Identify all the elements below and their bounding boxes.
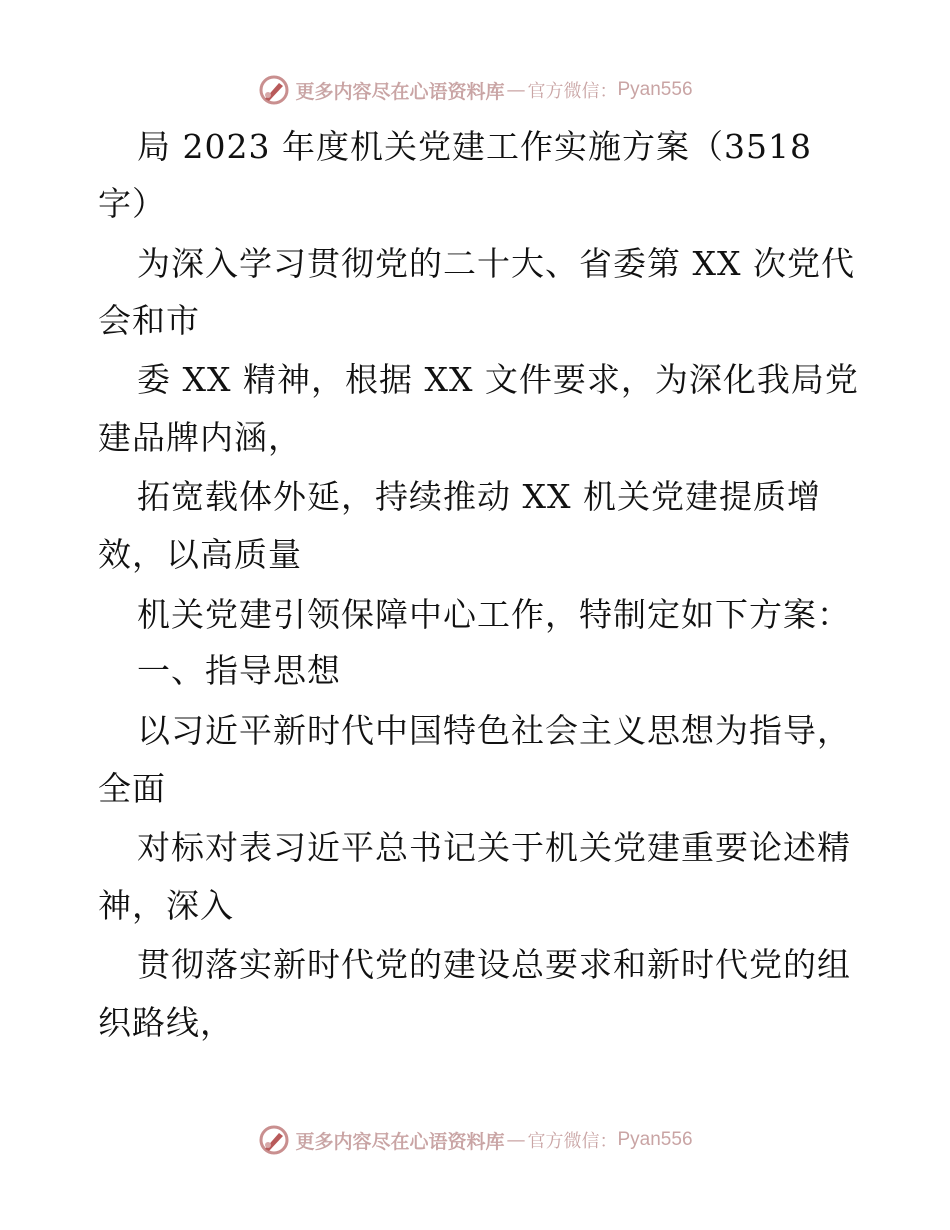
document-title-line: 字）	[98, 184, 166, 223]
document-title-line: 局 2023 年度机关党建工作实施方案（3518	[137, 127, 812, 166]
watermark-site-text: 更多内容尽在心语资料库	[295, 80, 505, 103]
paragraph-line: 神，深入	[98, 886, 234, 925]
paragraph-line: 效，以高质量	[98, 535, 302, 574]
paragraph-line: 会和市	[98, 301, 200, 340]
paragraph-line: 贯彻落实新时代党的建设总要求和新时代党的组	[137, 945, 851, 984]
watermark-separator: —	[506, 79, 526, 101]
paragraph-line: 机关党建引领保障中心工作，特制定如下方案：	[137, 595, 851, 634]
watermark-wechat-label: 官方微信：	[527, 1131, 618, 1152]
paragraph-line: 建品牌内涵，	[98, 418, 302, 457]
footer-watermark	[0, 1120, 950, 1160]
watermark-wechat-id: Pyan556	[617, 79, 693, 100]
pen-logo-icon	[257, 1123, 291, 1157]
watermark-site-text: 更多内容尽在心语资料库	[295, 1130, 505, 1153]
paragraph-line: 织路线，	[98, 1003, 234, 1042]
watermark-wechat-id: Pyan556	[617, 1129, 693, 1150]
paragraph-line: 以习近平新时代中国特色社会主义思想为指导，	[137, 711, 851, 750]
paragraph-line: 对标对表习近平总书记关于机关党建重要论述精	[137, 828, 851, 867]
paragraph-line: 委 XX 精神，根据 XX 文件要求，为深化我局党	[137, 360, 859, 399]
section-heading: 一、指导思想	[137, 651, 341, 690]
watermark-separator: —	[506, 1129, 526, 1151]
header-watermark	[0, 70, 950, 110]
paragraph-line: 全面	[98, 769, 166, 808]
paragraph-line: 拓宽载体外延，持续推动 XX 机关党建提质增	[137, 477, 821, 516]
watermark-wechat-label: 官方微信：	[527, 81, 618, 102]
paragraph-line: 为深入学习贯彻党的二十大、省委第 XX 次党代	[137, 244, 855, 283]
pen-logo-icon	[257, 73, 291, 107]
